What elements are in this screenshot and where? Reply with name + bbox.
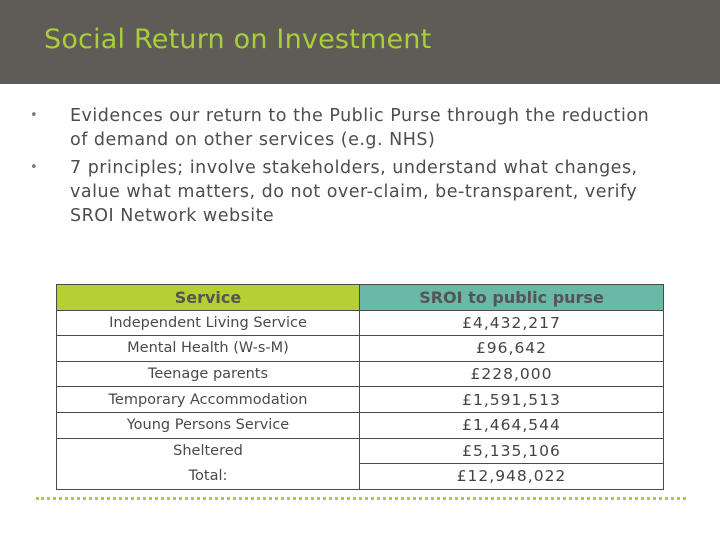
total-row — [57, 464, 664, 490]
bullet-line: Evidences our return to the Public Purse through the reduction — [70, 106, 650, 126]
footer-divider — [36, 497, 686, 500]
header-sroi: SROI to public purse — [360, 285, 664, 311]
sroi-value: £1,591,513 — [360, 387, 664, 413]
service-name: Young Persons Service — [57, 412, 360, 438]
table-row — [57, 361, 664, 387]
service-name: Independent Living Service — [57, 310, 360, 336]
total-label: Total: — [57, 464, 360, 490]
bullet-item — [30, 104, 690, 152]
service-name: Teenage parents — [57, 361, 360, 387]
table-row — [57, 438, 664, 464]
total-value: £12,948,022 — [360, 464, 664, 490]
table-row — [57, 387, 664, 413]
title-bar — [0, 0, 720, 84]
bullet-dot-icon: • — [30, 160, 39, 175]
sroi-value: £228,000 — [360, 361, 664, 387]
bullet-line: of demand on other services (e.g. NHS) — [70, 130, 436, 150]
table-row — [57, 310, 664, 336]
service-name: Temporary Accommodation — [57, 387, 360, 413]
header-service: Service — [57, 285, 360, 311]
service-name: Mental Health (W-s-M) — [57, 336, 360, 362]
service-name: Sheltered — [57, 438, 360, 464]
bullet-line: SROI Network website — [70, 206, 275, 226]
sroi-value: £96,642 — [360, 336, 664, 362]
table-row — [57, 336, 664, 362]
slide-title: Social Return on Investment — [44, 24, 432, 55]
table-header-row — [57, 285, 664, 311]
sroi-value: £1,464,544 — [360, 412, 664, 438]
table-row — [57, 412, 664, 438]
sroi-table — [56, 284, 664, 490]
bullet-line: 7 principles; involve stakeholders, understand what changes, — [70, 158, 638, 178]
bullet-line: value what matters, do not over-claim, be-transparent, verify — [70, 182, 638, 202]
sroi-value: £5,135,106 — [360, 438, 664, 464]
sroi-value: £4,432,217 — [360, 310, 664, 336]
bullet-dot-icon: • — [30, 108, 39, 123]
bullet-item — [30, 156, 690, 228]
bullet-list — [30, 104, 690, 232]
